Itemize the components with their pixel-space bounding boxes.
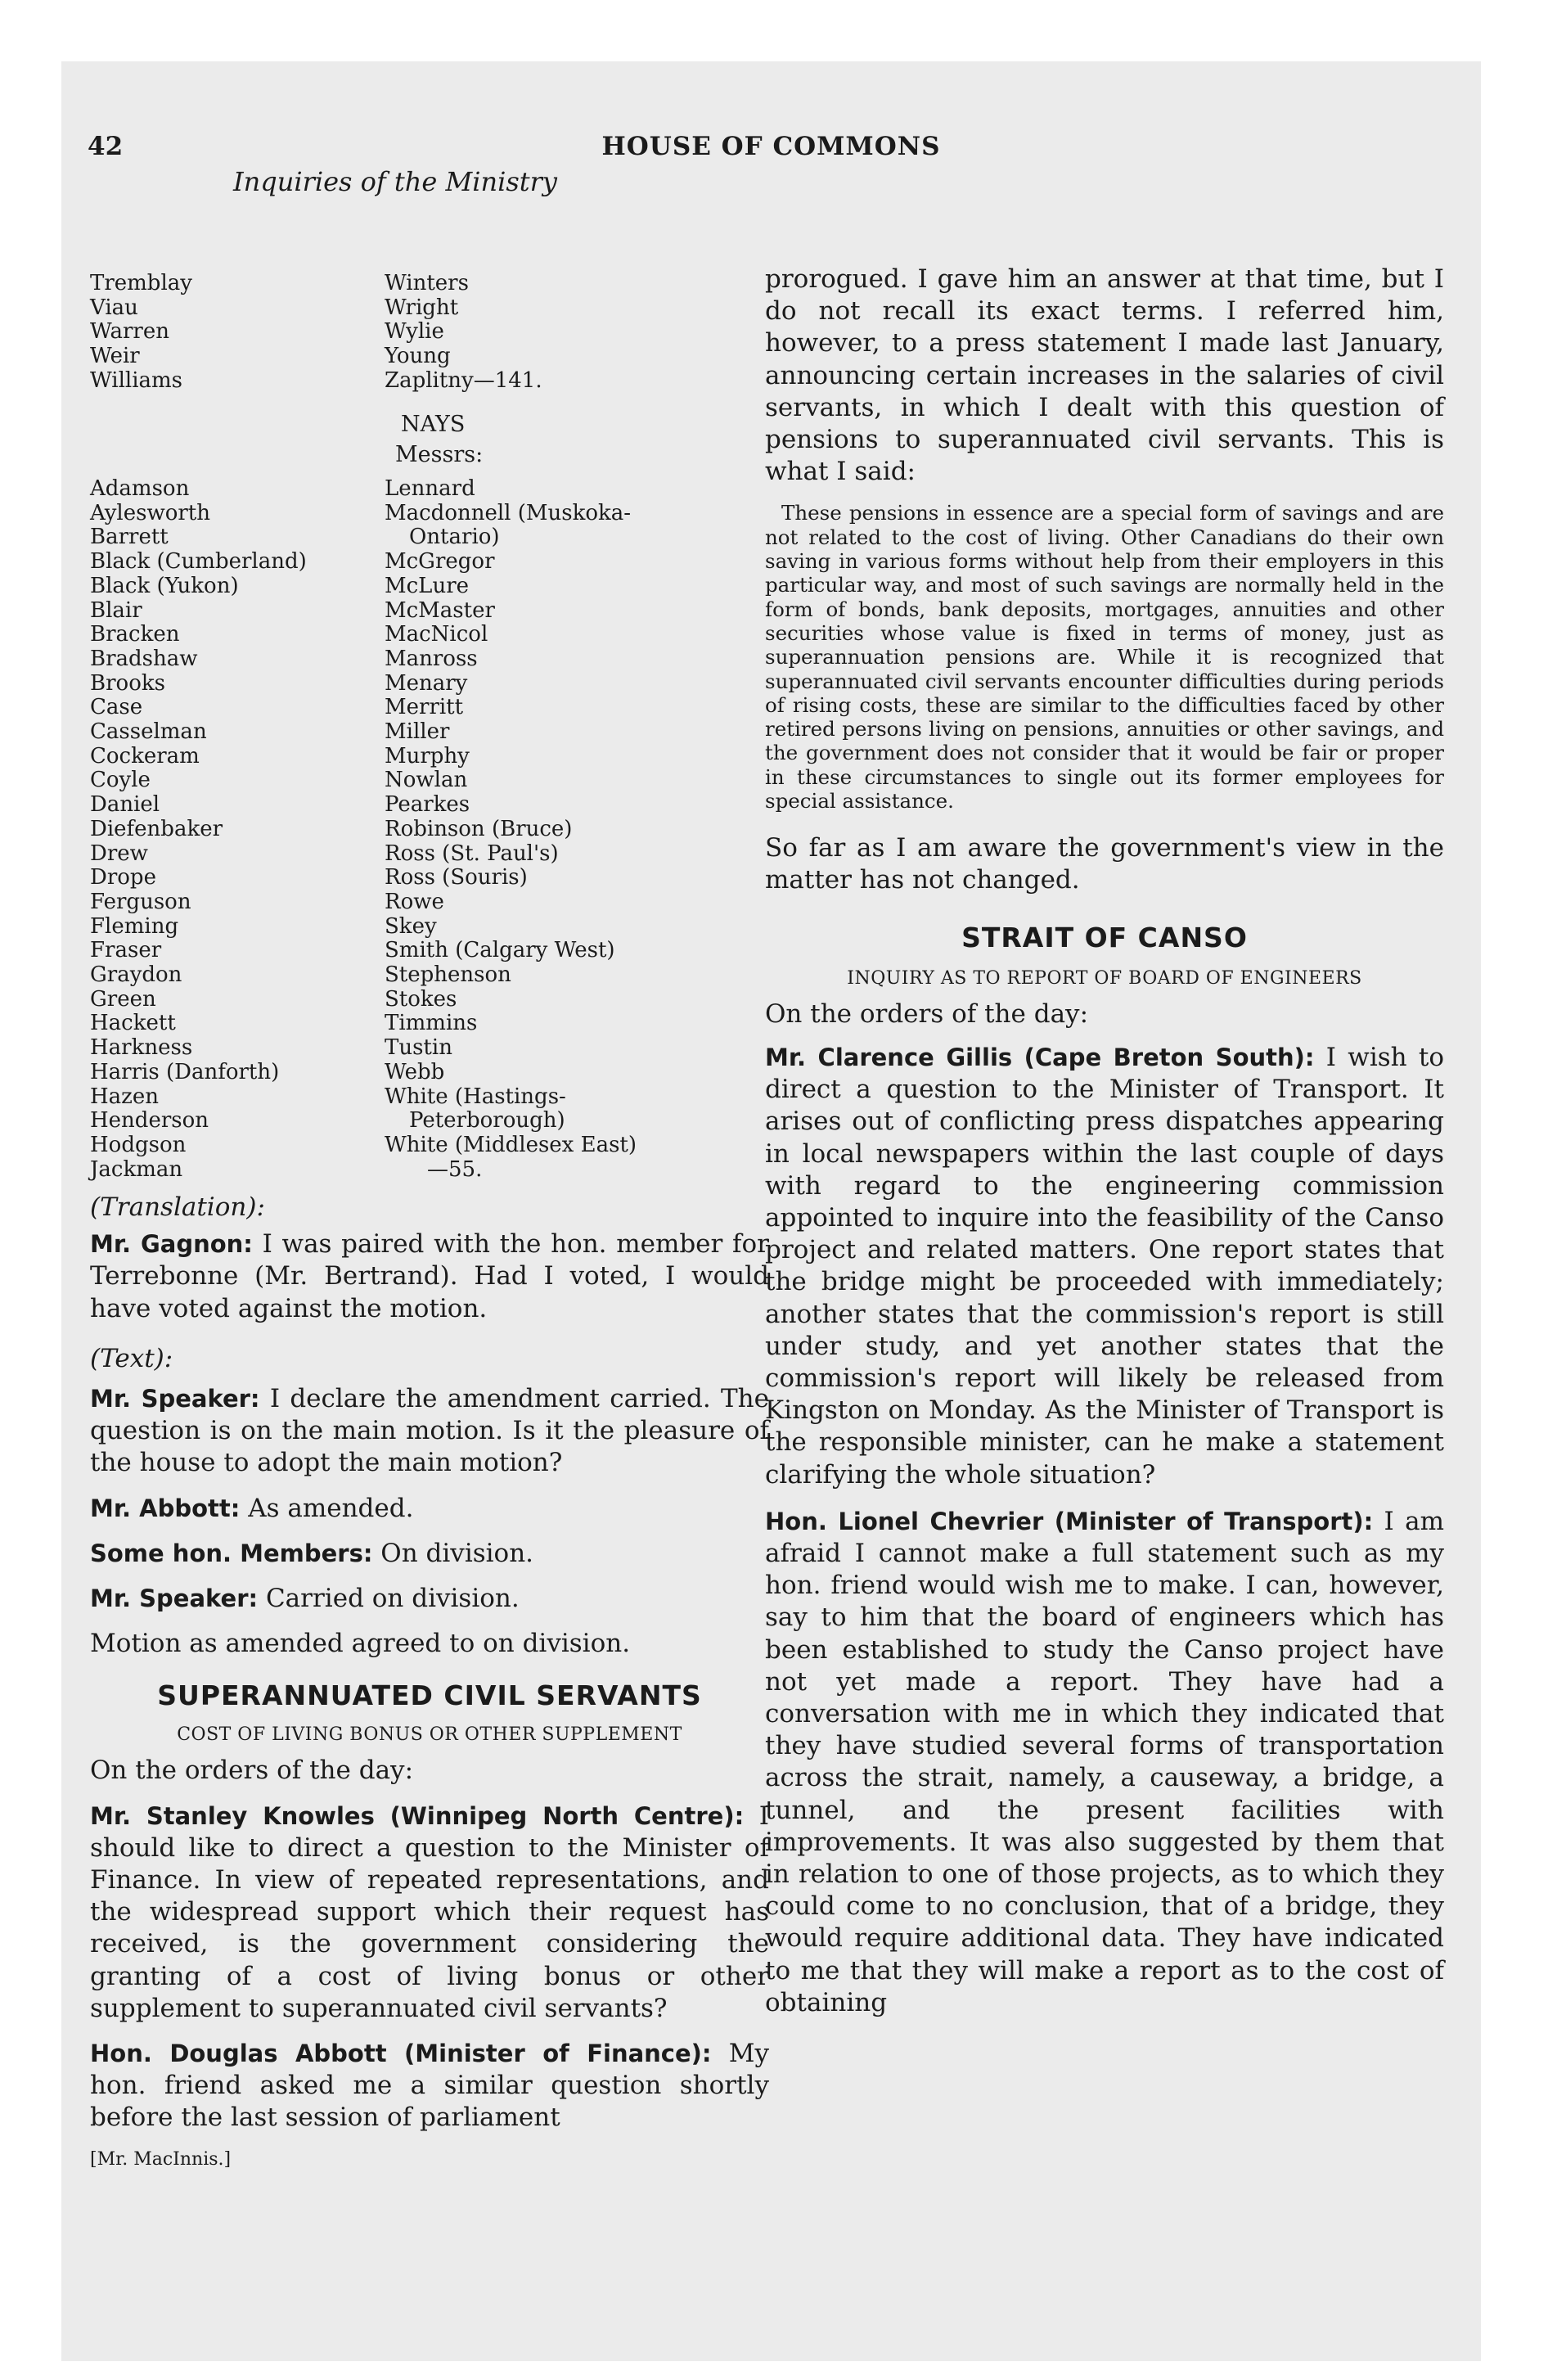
nay-member: Adamson bbox=[90, 476, 190, 501]
speaker-name: Mr. Clarence Gillis (Cape Breton South): bbox=[765, 1043, 1315, 1071]
nays-list-left bbox=[90, 477, 307, 1182]
nay-member: Stokes bbox=[385, 986, 457, 1012]
paragraph: So far as I am aware the government's view in the matter has not changed. bbox=[765, 833, 1444, 895]
nay-member: Jackman bbox=[90, 1156, 183, 1182]
page-number: 42 bbox=[88, 132, 124, 161]
speech-paragraph bbox=[765, 1506, 1444, 2019]
nay-member: Nowlan bbox=[385, 768, 468, 793]
nay-member: Harkness bbox=[90, 1035, 193, 1061]
nay-member: Hodgson bbox=[90, 1132, 187, 1157]
nay-member: Tustin bbox=[385, 1035, 452, 1061]
nay-member: McGregor bbox=[385, 549, 495, 575]
nay-member: Skey bbox=[385, 913, 437, 939]
speech-text: I was paired with the hon. member for Terrebonne (Mr. Bertrand). Had I voted, I would have voted against the motion. bbox=[90, 1229, 769, 1323]
speaker-name: Mr. Gagnon: bbox=[90, 1230, 253, 1259]
nay-member: Lennard bbox=[385, 476, 475, 501]
yea-member: Warren bbox=[90, 319, 169, 345]
nay-member: Brooks bbox=[90, 670, 165, 696]
paragraph: On the orders of the day: bbox=[90, 1756, 414, 1786]
speech-paragraph bbox=[90, 1801, 769, 2025]
section-title: STRAIT OF CANSO bbox=[961, 921, 1248, 953]
nay-member: Murphy bbox=[385, 743, 470, 769]
nay-member: White (Middlesex East) bbox=[385, 1132, 637, 1157]
nay-member: Stephenson bbox=[385, 962, 511, 988]
yeas-list-left bbox=[90, 272, 192, 394]
speaker-name: Mr. Speaker: bbox=[90, 1584, 259, 1613]
nay-member: Case bbox=[90, 695, 143, 720]
footer-note: [Mr. MacInnis.] bbox=[90, 2148, 232, 2170]
nays-heading: NAYS bbox=[401, 412, 466, 437]
speech-text: Carried on division. bbox=[258, 1584, 520, 1614]
nay-member: Henderson bbox=[90, 1108, 209, 1134]
nay-member: Ross (Souris) bbox=[385, 865, 528, 890]
left-column-text bbox=[90, 1170, 769, 2170]
paragraph: Motion as amended agreed to on division. bbox=[90, 1629, 631, 1659]
nay-member: Cockeram bbox=[90, 743, 200, 769]
speaker-name: Hon. Lionel Chevrier (Minister of Transport): bbox=[765, 1507, 1374, 1535]
nay-member: Robinson (Bruce) bbox=[385, 816, 573, 841]
nay-member: Pearkes bbox=[385, 792, 470, 818]
speech-paragraph bbox=[765, 1042, 1444, 1491]
nay-member: Black (Cumberland) bbox=[90, 549, 307, 575]
speech-text: My hon. friend asked me a similar question shortly before the last session of parliament bbox=[90, 2039, 770, 2133]
speech-text: On division. bbox=[372, 1538, 534, 1568]
yea-member: Zaplitny—141. bbox=[385, 367, 542, 393]
nay-member: Ferguson bbox=[90, 889, 191, 914]
yeas-list-right bbox=[385, 272, 542, 394]
language-note: (Text): bbox=[90, 1343, 173, 1373]
nay-member: Fraser bbox=[90, 938, 162, 963]
speaker-name: Mr. Speaker: bbox=[90, 1385, 260, 1413]
nay-member: Black (Yukon) bbox=[90, 573, 239, 598]
paragraph: prorogued. I gave him an answer at that time, but I do not recall its exact terms. I referred him, however, to a press statement I made last January, announcing certain increases in the salaries of civil servants, in which I dealt with this question of pensions to superannuated civil servants. This is what I said: bbox=[765, 264, 1444, 487]
section-subtitle: Inquiries of the Ministry bbox=[233, 166, 557, 197]
nay-member: Timmins bbox=[385, 1011, 478, 1036]
nay-member: Blair bbox=[90, 597, 142, 623]
section-subtitle: INQUIRY AS TO REPORT OF BOARD OF ENGINEERS bbox=[847, 967, 1362, 989]
nay-member: White (Hastings- bbox=[385, 1084, 566, 1109]
nay-member: Hazen bbox=[90, 1084, 160, 1109]
speech-paragraph bbox=[90, 1383, 769, 1480]
nay-member: Graydon bbox=[90, 962, 182, 988]
nay-member: Miller bbox=[385, 719, 450, 745]
nay-member: Merritt bbox=[385, 695, 464, 720]
speech-text: I wish to direct a question to the Minister of Transport. It arises out of conflicting press dispatches appearing in local newspapers within the last couple of days with regard to the engineering commission appointed to inquire into the feasibility of the Canso project and related matters. One report states that the bridge might be proceeded with immediately; another states that the commission's report is still under study, and yet another states that the commission's report will likely be released from Kingston on Monday. As the Minister of Transport is the responsible minister, can he make a statement clarifying the whole situation? bbox=[765, 1042, 1444, 1490]
nay-member: Macdonnell (Muskoka- bbox=[385, 500, 632, 525]
nay-member: Coyle bbox=[90, 768, 151, 793]
section-subtitle: COST OF LIVING BONUS OR OTHER SUPPLEMENT bbox=[177, 1724, 682, 1746]
yea-member: Tremblay bbox=[90, 271, 192, 295]
section-title: SUPERANNUATED CIVIL SERVANTS bbox=[157, 1679, 702, 1712]
speech-paragraph bbox=[90, 1538, 769, 1570]
nay-member: Menary bbox=[385, 670, 468, 696]
yea-member: Winters bbox=[385, 271, 469, 295]
yea-member: Viau bbox=[90, 295, 138, 320]
nay-member: Drew bbox=[90, 841, 148, 866]
nay-member: Aylesworth bbox=[90, 500, 210, 525]
speech-paragraph bbox=[90, 1493, 769, 1525]
nay-member: Webb bbox=[385, 1059, 445, 1084]
running-head: HOUSE OF COMMONS bbox=[601, 132, 941, 161]
speech-paragraph bbox=[90, 1228, 769, 1325]
nay-member: Bradshaw bbox=[90, 646, 198, 671]
quoted-statement: These pensions in essence are a special form of savings and are not related to the cost of living. Other Canadians do their own saving in various forms without help from their employers in this particular way, and most of such savings are normally held in the form of bonds, bank deposits, mortgages, annuities and other securities whose value is fixed in terms of money, just as superannuation pensions are. While it is recognized that superannuated civil servants encounter difficulties during periods of rising costs, these are similar to the difficulties faced by other retired persons living on pensions, annuities or other savings, and the government does not consider that it would be fair or proper in these circumstances to single out its former employees for special assistance. bbox=[765, 501, 1444, 813]
yea-member: Wright bbox=[385, 295, 459, 320]
paragraph: On the orders of the day: bbox=[765, 998, 1089, 1029]
speech-text: I should like to direct a question to the Minister of Finance. In view of repeated representations, and the widespread support which their request has received, is the government considering the granting of a cost of living bonus or other supplement to superannuated civil servants? bbox=[90, 1801, 769, 2023]
nay-member: Peterborough) bbox=[409, 1108, 565, 1134]
yea-member: Weir bbox=[90, 344, 140, 369]
nay-member: Bracken bbox=[90, 622, 180, 647]
speaker-name: Mr. Abbott: bbox=[90, 1494, 241, 1522]
nay-member: Smith (Calgary West) bbox=[385, 938, 615, 963]
nay-member: Diefenbaker bbox=[90, 816, 223, 841]
nay-member: Daniel bbox=[90, 792, 160, 818]
language-note: (Translation): bbox=[90, 1192, 265, 1222]
nay-member: Barrett bbox=[90, 525, 169, 550]
nays-messrs: Messrs: bbox=[395, 442, 484, 467]
nay-member: Drope bbox=[90, 865, 156, 890]
nay-member: Hackett bbox=[90, 1011, 176, 1036]
nay-member: Green bbox=[90, 986, 156, 1012]
right-column-text bbox=[765, 264, 1444, 2019]
yea-member: Young bbox=[385, 344, 451, 369]
nay-member: Rowe bbox=[385, 889, 444, 914]
nay-member: McLure bbox=[385, 573, 470, 598]
yea-member: Williams bbox=[90, 367, 183, 393]
nay-member: McMaster bbox=[385, 597, 495, 623]
nay-member: —55. bbox=[427, 1156, 483, 1182]
yea-member: Wylie bbox=[385, 319, 444, 345]
speaker-name: Hon. Douglas Abbott (Minister of Finance): bbox=[90, 2040, 712, 2068]
speech-paragraph bbox=[90, 2038, 769, 2134]
nay-member: Casselman bbox=[90, 719, 207, 745]
speaker-name: Some hon. Members: bbox=[90, 1539, 373, 1567]
nay-member: Harris (Danforth) bbox=[90, 1059, 280, 1084]
nay-member: Ross (St. Paul's) bbox=[385, 841, 559, 866]
left-column bbox=[90, 205, 769, 2300]
nay-member: MacNicol bbox=[385, 622, 488, 647]
speech-text: As amended. bbox=[240, 1493, 414, 1523]
speech-text: I declare the amendment carried. The question is on the main motion. Is it the pleasure of the house to adopt the main motion? bbox=[90, 1384, 769, 1478]
speech-text: I am afraid I cannot make a full statement such as my hon. friend would wish me to make. I can, however, say to him that the board of engineers which has been established to study the Canso project have not yet made a report. They have had a conversation with me in which they indicated that they have studied several forms of transportation across the strait, namely, a causeway, a bridge, a tunnel, and the present facilities with improvements. It was also suggested by them that in relation to one of those projects, as to which they could come to no conclusion, that of a bridge, they would require additional data. They have indicated to me that they will make a report as to the cost of obtaining bbox=[765, 1506, 1444, 2017]
speech-paragraph bbox=[90, 1583, 769, 1615]
nays-list-right bbox=[385, 477, 637, 1182]
speaker-name: Mr. Stanley Knowles (Winnipeg North Centre): bbox=[90, 1801, 745, 1830]
nay-member: Fleming bbox=[90, 913, 179, 939]
nay-member: Manross bbox=[385, 646, 478, 671]
right-column bbox=[765, 205, 1444, 2300]
nay-member: Ontario) bbox=[409, 525, 500, 550]
page bbox=[61, 61, 1481, 2361]
